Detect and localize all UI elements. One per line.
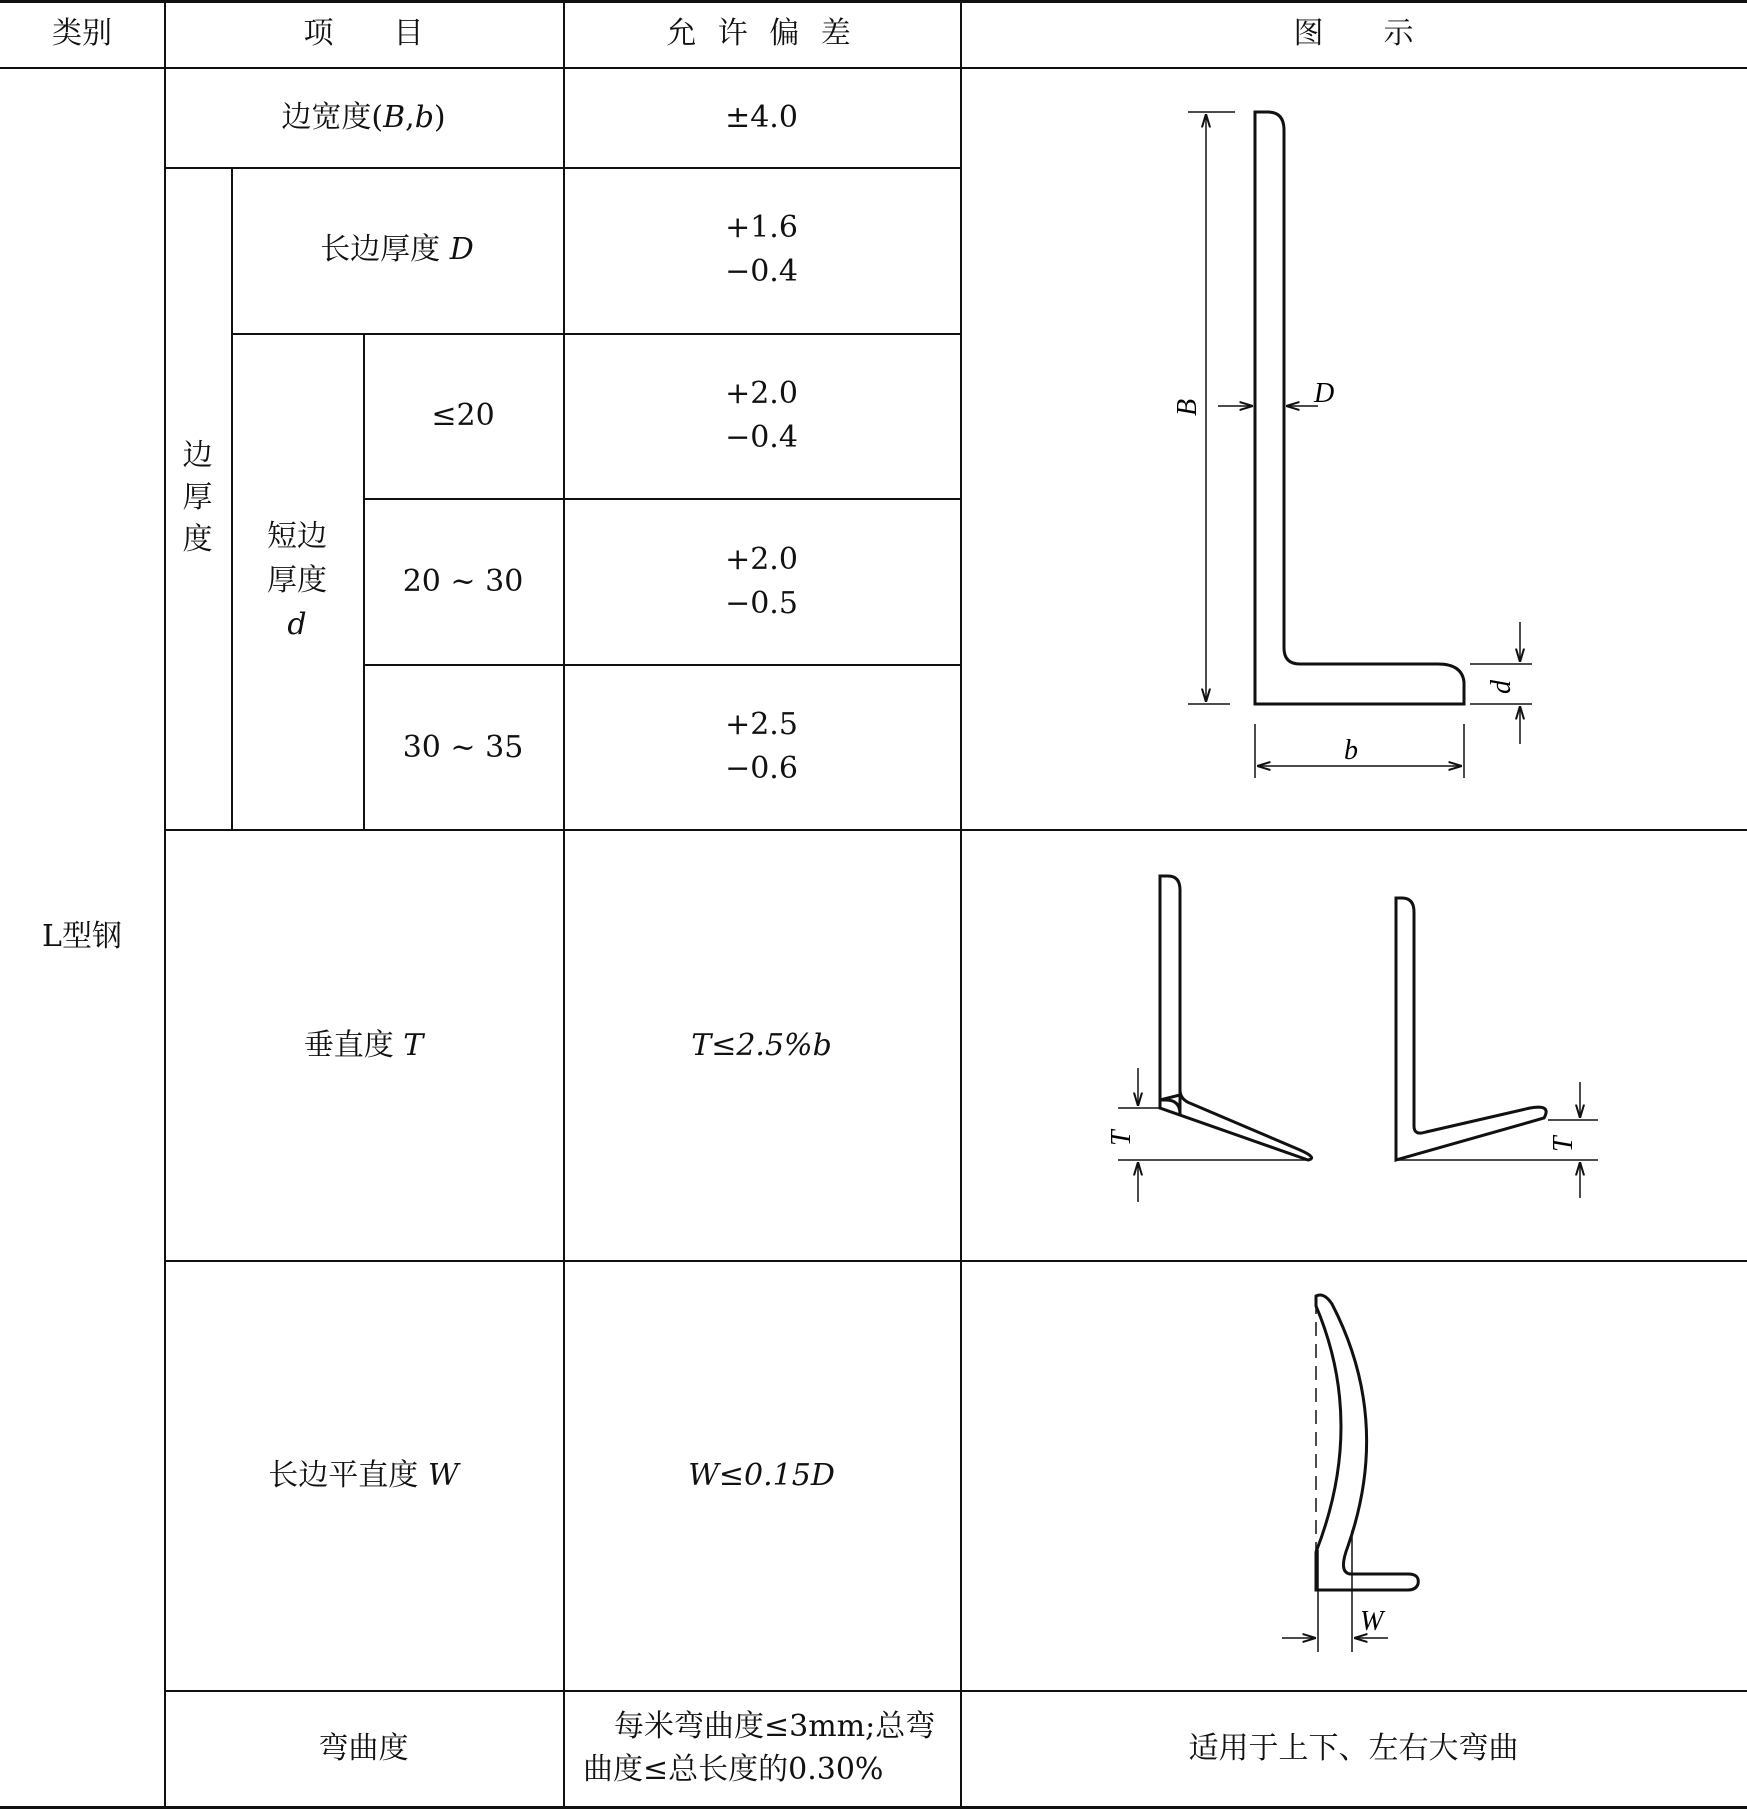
- label-D: D: [1314, 378, 1335, 409]
- bending-tol-line-2: 曲度≤总长度的0.30%: [583, 1752, 884, 1787]
- l-section-dimension-figure: [1188, 112, 1532, 778]
- flatness-tolerance: W≤0.15D: [688, 1458, 835, 1493]
- long-thickness-tol-minus: −0.4: [725, 254, 798, 289]
- width-item-label: 边宽度(: [281, 100, 384, 135]
- perpendicularity-figure-right: [1396, 898, 1598, 1198]
- range-30-35-tol-minus: −0.6: [725, 751, 798, 786]
- label-d: d: [1486, 680, 1517, 694]
- label-W: W: [1360, 1606, 1384, 1637]
- short-thickness-var: d: [287, 607, 307, 642]
- flatness-var: W: [427, 1458, 459, 1493]
- range-le20-tol-plus: +2.0: [725, 376, 798, 411]
- range-30-35-tol-plus: +2.5: [725, 707, 798, 742]
- long-thickness-var: D: [449, 232, 474, 267]
- perp-right-shape: [1396, 898, 1546, 1160]
- header-tolerance: 允 许 偏 差: [666, 16, 857, 51]
- short-thickness-line-1: 短边: [267, 519, 327, 554]
- flatness-outline: [1316, 1295, 1418, 1590]
- edge-thickness-char-3: 度: [182, 522, 213, 557]
- width-comma: ,: [405, 100, 415, 135]
- perp-left-shape: [1160, 876, 1312, 1160]
- label-B: B: [1172, 398, 1203, 416]
- width-close: ): [433, 100, 446, 135]
- range-20-30: 20 ~ 30: [402, 564, 524, 599]
- l-section-outline: [1255, 112, 1464, 704]
- header-category: 类别: [52, 16, 112, 51]
- header-illustration: 图 示: [1293, 16, 1414, 51]
- flatness-figure: [1282, 1295, 1418, 1652]
- width-var-b: b: [414, 100, 434, 135]
- label-b: b: [1344, 735, 1358, 766]
- range-30-35: 30 ~ 35: [402, 730, 524, 765]
- width-var-B: B: [383, 100, 406, 135]
- short-thickness-line-2: 厚度: [267, 563, 327, 598]
- label-T-right: T: [1548, 1136, 1579, 1152]
- long-thickness-label: 长边厚度: [320, 232, 450, 267]
- category-l-steel: L型钢: [42, 919, 122, 954]
- perpendicularity-figure-left: [1118, 876, 1312, 1202]
- long-thickness-tol-plus: +1.6: [725, 210, 798, 245]
- perpendicularity-tolerance: T≤2.5%b: [691, 1028, 832, 1063]
- bending-tol-line-1: 每米弯曲度≤3mm;总弯: [614, 1709, 936, 1744]
- range-le20-tol-minus: −0.4: [725, 420, 798, 455]
- perpendicularity-label: 垂直度: [303, 1028, 404, 1063]
- bending-item: 弯曲度: [318, 1731, 409, 1766]
- header-item: 项 目: [303, 16, 424, 51]
- range-le20: ≤20: [431, 398, 495, 433]
- width-tolerance: ±4.0: [725, 100, 798, 135]
- range-20-30-tol-plus: +2.0: [725, 542, 798, 577]
- edge-thickness-char-1: 边: [182, 438, 213, 473]
- range-20-30-tol-minus: −0.5: [725, 586, 798, 621]
- perpendicularity-var: T: [403, 1028, 424, 1063]
- edge-thickness-char-2: 厚: [182, 480, 213, 515]
- bending-illustration-note: 适用于上下、左右大弯曲: [1188, 1731, 1519, 1766]
- flatness-label: 长边平直度: [268, 1458, 428, 1493]
- label-T-left: T: [1106, 1130, 1137, 1146]
